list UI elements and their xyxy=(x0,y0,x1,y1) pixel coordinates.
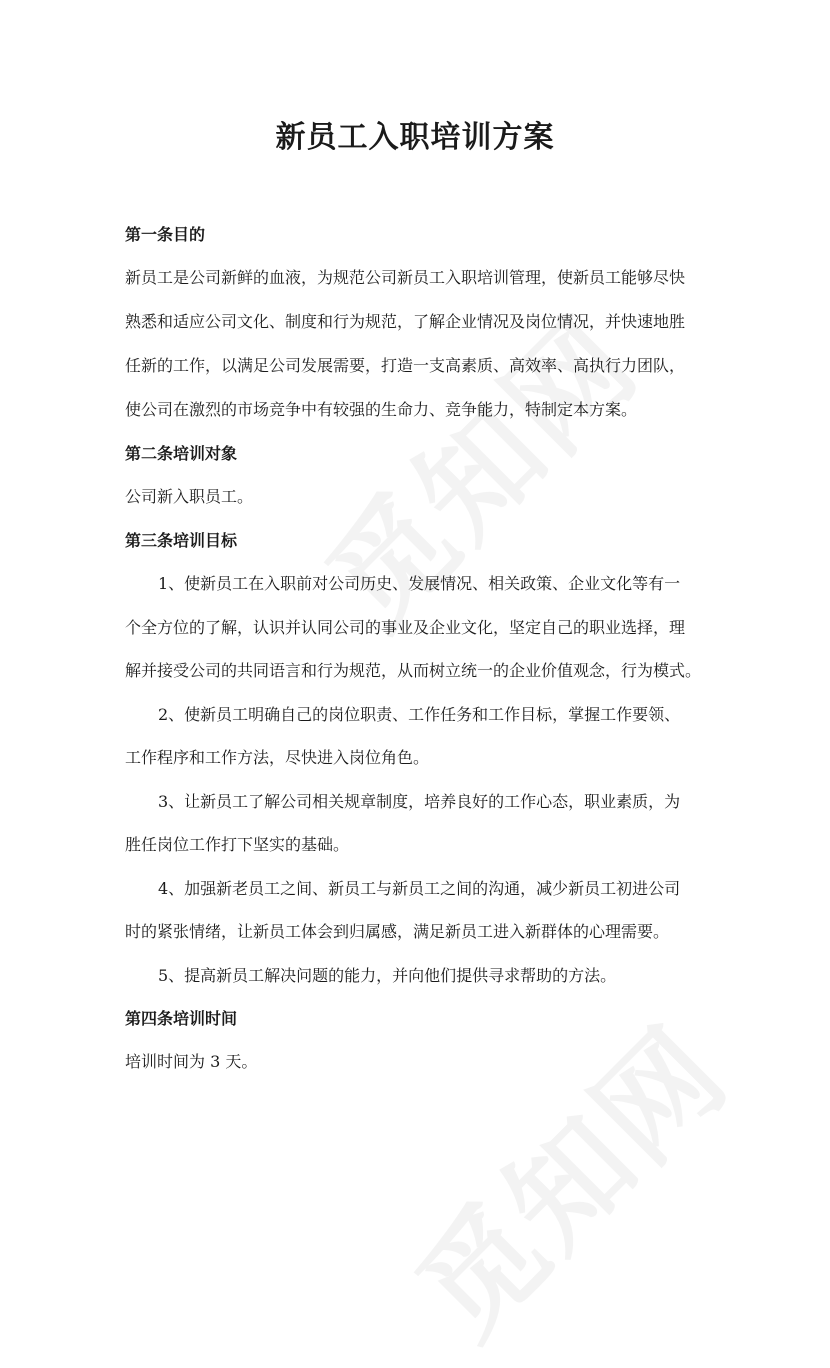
paragraph-line: 培训时间为 3 天。 xyxy=(125,1052,258,1071)
paragraph-line: 公司新入职员工。 xyxy=(125,487,254,506)
paragraph-line: 个全方位的了解，认识并认同公司的事业及企业文化，坚定自己的职业选择，理 xyxy=(125,618,686,637)
paragraph-line: 2、使新员工明确自己的岗位职责、工作任务和工作目标，掌握工作要领、 xyxy=(158,705,681,724)
section-heading-duration: 第四条培训时间 xyxy=(125,1009,238,1028)
paragraph-line: 3、让新员工了解公司相关规章制度，培养良好的工作心态，职业素质，为 xyxy=(158,792,681,811)
paragraph-line: 使公司在激烈的市场竞争中有较强的生命力、竞争能力，特制定本方案。 xyxy=(125,400,638,419)
section-heading-purpose: 第一条目的 xyxy=(125,225,206,244)
paragraph-line: 1、使新员工在入职前对公司历史、发展情况、相关政策、企业文化等有一 xyxy=(158,574,681,593)
paragraph-line: 5、提高新员工解决问题的能力，并向他们提供寻求帮助的方法。 xyxy=(158,966,617,985)
watermark xyxy=(374,984,759,1368)
paragraph-line: 胜任岗位工作打下坚实的基础。 xyxy=(125,835,350,854)
section-heading-target: 第二条培训对象 xyxy=(125,444,238,463)
paragraph-line: 时的紧张情绪，让新员工体会到归属感，满足新员工进入新群体的心理需要。 xyxy=(125,922,670,941)
paragraph-line: 任新的工作，以满足公司发展需要，打造一支高素质、高效率、高执行力团队， xyxy=(125,356,686,375)
paragraph-line: 熟悉和适应公司文化、制度和行为规范，了解企业情况及岗位情况，并快速地胜 xyxy=(125,312,686,331)
section-heading-goals: 第三条培训目标 xyxy=(125,531,238,550)
paragraph-line: 4、加强新老员工之间、新员工与新员工之间的沟通，减少新员工初进公司 xyxy=(158,879,681,898)
paragraph-line: 工作程序和工作方法，尽快进入岗位角色。 xyxy=(125,748,430,767)
document-title: 新员工入职培训方案 xyxy=(275,120,555,155)
paragraph-line: 解并接受公司的共同语言和行为规范，从而树立统一的企业价值观念，行为模式。 xyxy=(125,661,702,680)
paragraph-line: 新员工是公司新鲜的血液，为规范公司新员工入职培训管理，使新员工能够尽快 xyxy=(125,268,686,287)
